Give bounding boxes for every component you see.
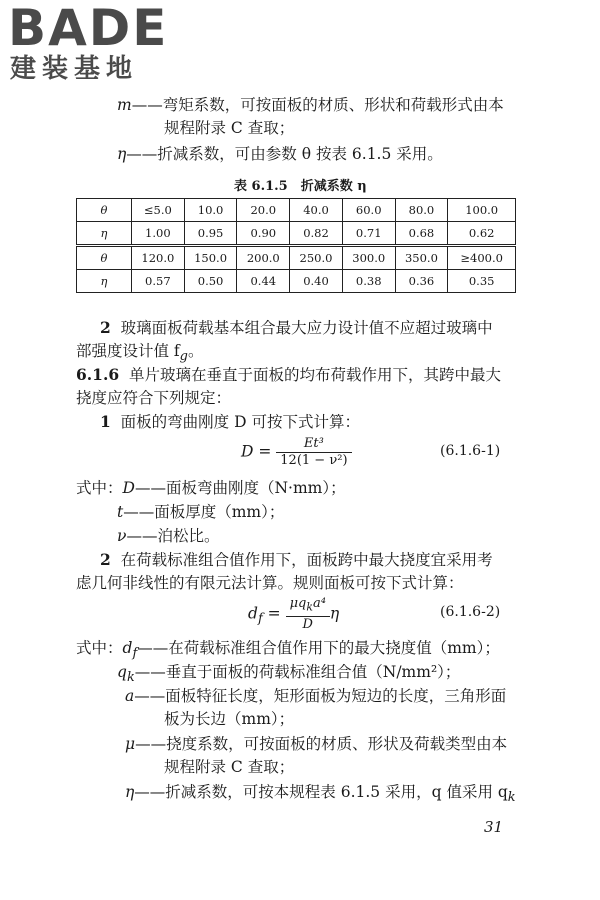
- table-cell: 350.0: [395, 246, 448, 270]
- def-df: 式中：$d_f——$在荷载标准组合值作用下的最大挠度值（mm）；: [76, 639, 500, 662]
- table-row: [77, 246, 516, 270]
- table-cell: 250.0: [290, 246, 343, 270]
- item-1: 1 面板的弯曲刚度 D 可按下式计算：: [100, 412, 360, 431]
- equation-6-1-6-1: D = $\frac{\text{Et³}}{\text{12(1 − ν²)}}$: [241, 436, 352, 469]
- table-cell: ≤5.0: [132, 199, 185, 222]
- table-cell: 0.38: [342, 270, 395, 293]
- table-cell: 40.0: [290, 199, 343, 222]
- table-cell: 150.0: [184, 246, 237, 270]
- table-cell: 0.40: [290, 270, 343, 293]
- item-2-line2: 虑几何非线性的有限元法计算。规则面板可按下式计算：: [76, 574, 464, 592]
- table-cell: 1.00: [132, 222, 185, 246]
- table-cell: 80.0: [395, 199, 448, 222]
- para-2-line1: 2 玻璃面板荷载基本组合最大应力设计值不应超过玻璃中: [100, 318, 493, 337]
- def-eta: η——折减系数，可由参数 θ 按表 6.1.5 采用。: [117, 145, 443, 163]
- reduction-factor-table: [76, 198, 516, 293]
- equation-number: (6.1.6-1): [440, 443, 501, 459]
- table-cell: 10.0: [184, 199, 237, 222]
- table-cell: 60.0: [342, 199, 395, 222]
- table-cell: 120.0: [132, 246, 185, 270]
- table-cell: 0.71: [342, 222, 395, 246]
- section-6-1-6-heading: 6.1.6 单片玻璃在垂直于面板的均布荷载作用下，其跨中最大: [76, 365, 502, 384]
- table-cell: 200.0: [237, 246, 290, 270]
- table-row: [77, 199, 516, 222]
- table-cell: 0.35: [448, 270, 516, 293]
- equation-fraction: $\frac{\text{Et³}}{\text{12(1 − ν²)}}$: [276, 436, 351, 469]
- def-nu: ν——泊松比。: [117, 527, 220, 545]
- table-cell: 100.0: [448, 199, 516, 222]
- def-a: a——面板特征长度，矩形面板为短边的长度，三角形面: [125, 687, 507, 705]
- table-cell: 0.68: [395, 222, 448, 246]
- item-2-line1: 2 在荷载标准组合值作用下，面板跨中最大挠度宜采用考: [100, 550, 493, 569]
- def-mu-cont: 规程附录 C 查取；: [164, 758, 295, 776]
- def-eta-2: η——折减系数，可按本规程表 6.1.5 采用，q 值采用 $q_k$: [125, 783, 516, 806]
- table-row-symbol: η: [77, 222, 132, 246]
- table-cell: 20.0: [237, 199, 290, 222]
- equation-6-1-6-2: $d_f$ = $\frac{\mu q_ka^4}{D}$ η: [248, 596, 340, 632]
- para-2-line2: 部强度设计值 $f_g$。: [76, 342, 204, 365]
- table-row-symbol: θ: [77, 246, 132, 270]
- def-m: m——弯矩系数，可按面板的材质、形状和荷载形式由本: [117, 96, 504, 114]
- page-number: 31: [484, 818, 504, 836]
- table-cell: 0.62: [448, 222, 516, 246]
- table-row-symbol: θ: [77, 199, 132, 222]
- table-cell: 300.0: [342, 246, 395, 270]
- table-cell: ≥400.0: [448, 246, 516, 270]
- def-a-cont: 板为长边（mm）；: [164, 710, 295, 728]
- table-row: [77, 270, 516, 293]
- equation-number: (6.1.6-2): [440, 604, 501, 620]
- def-mu: μ——挠度系数，可按面板的材质、形状及荷载类型由本: [125, 735, 508, 753]
- def-D: 式中：D——面板弯曲刚度（N·mm）；: [76, 479, 346, 497]
- table-cell: 0.36: [395, 270, 448, 293]
- table-cell: 0.50: [184, 270, 237, 293]
- logo-wordmark: BADE: [8, 0, 169, 57]
- table-caption: 表 6.1.5 折减系数 η: [234, 179, 367, 194]
- table-cell: 0.82: [290, 222, 343, 246]
- table-cell: 0.95: [184, 222, 237, 246]
- table-row: [77, 222, 516, 246]
- equation-fraction: $\frac{\mu q_ka^4}{D}$: [286, 596, 330, 633]
- table-cell: 0.44: [237, 270, 290, 293]
- table-cell: 0.57: [132, 270, 185, 293]
- def-m-cont: 规程附录 C 查取；: [164, 119, 295, 137]
- section-6-1-6-line2: 挠度应符合下列规定：: [76, 389, 232, 407]
- table-row-symbol: η: [77, 270, 132, 293]
- table-cell: 0.90: [237, 222, 290, 246]
- logo-tagline: 建装基地: [10, 54, 139, 84]
- def-qk: $q_k——$垂直于面板的荷载标准组合值（N/mm²）；: [117, 663, 461, 686]
- def-t: t——面板厚度（mm）；: [117, 503, 285, 521]
